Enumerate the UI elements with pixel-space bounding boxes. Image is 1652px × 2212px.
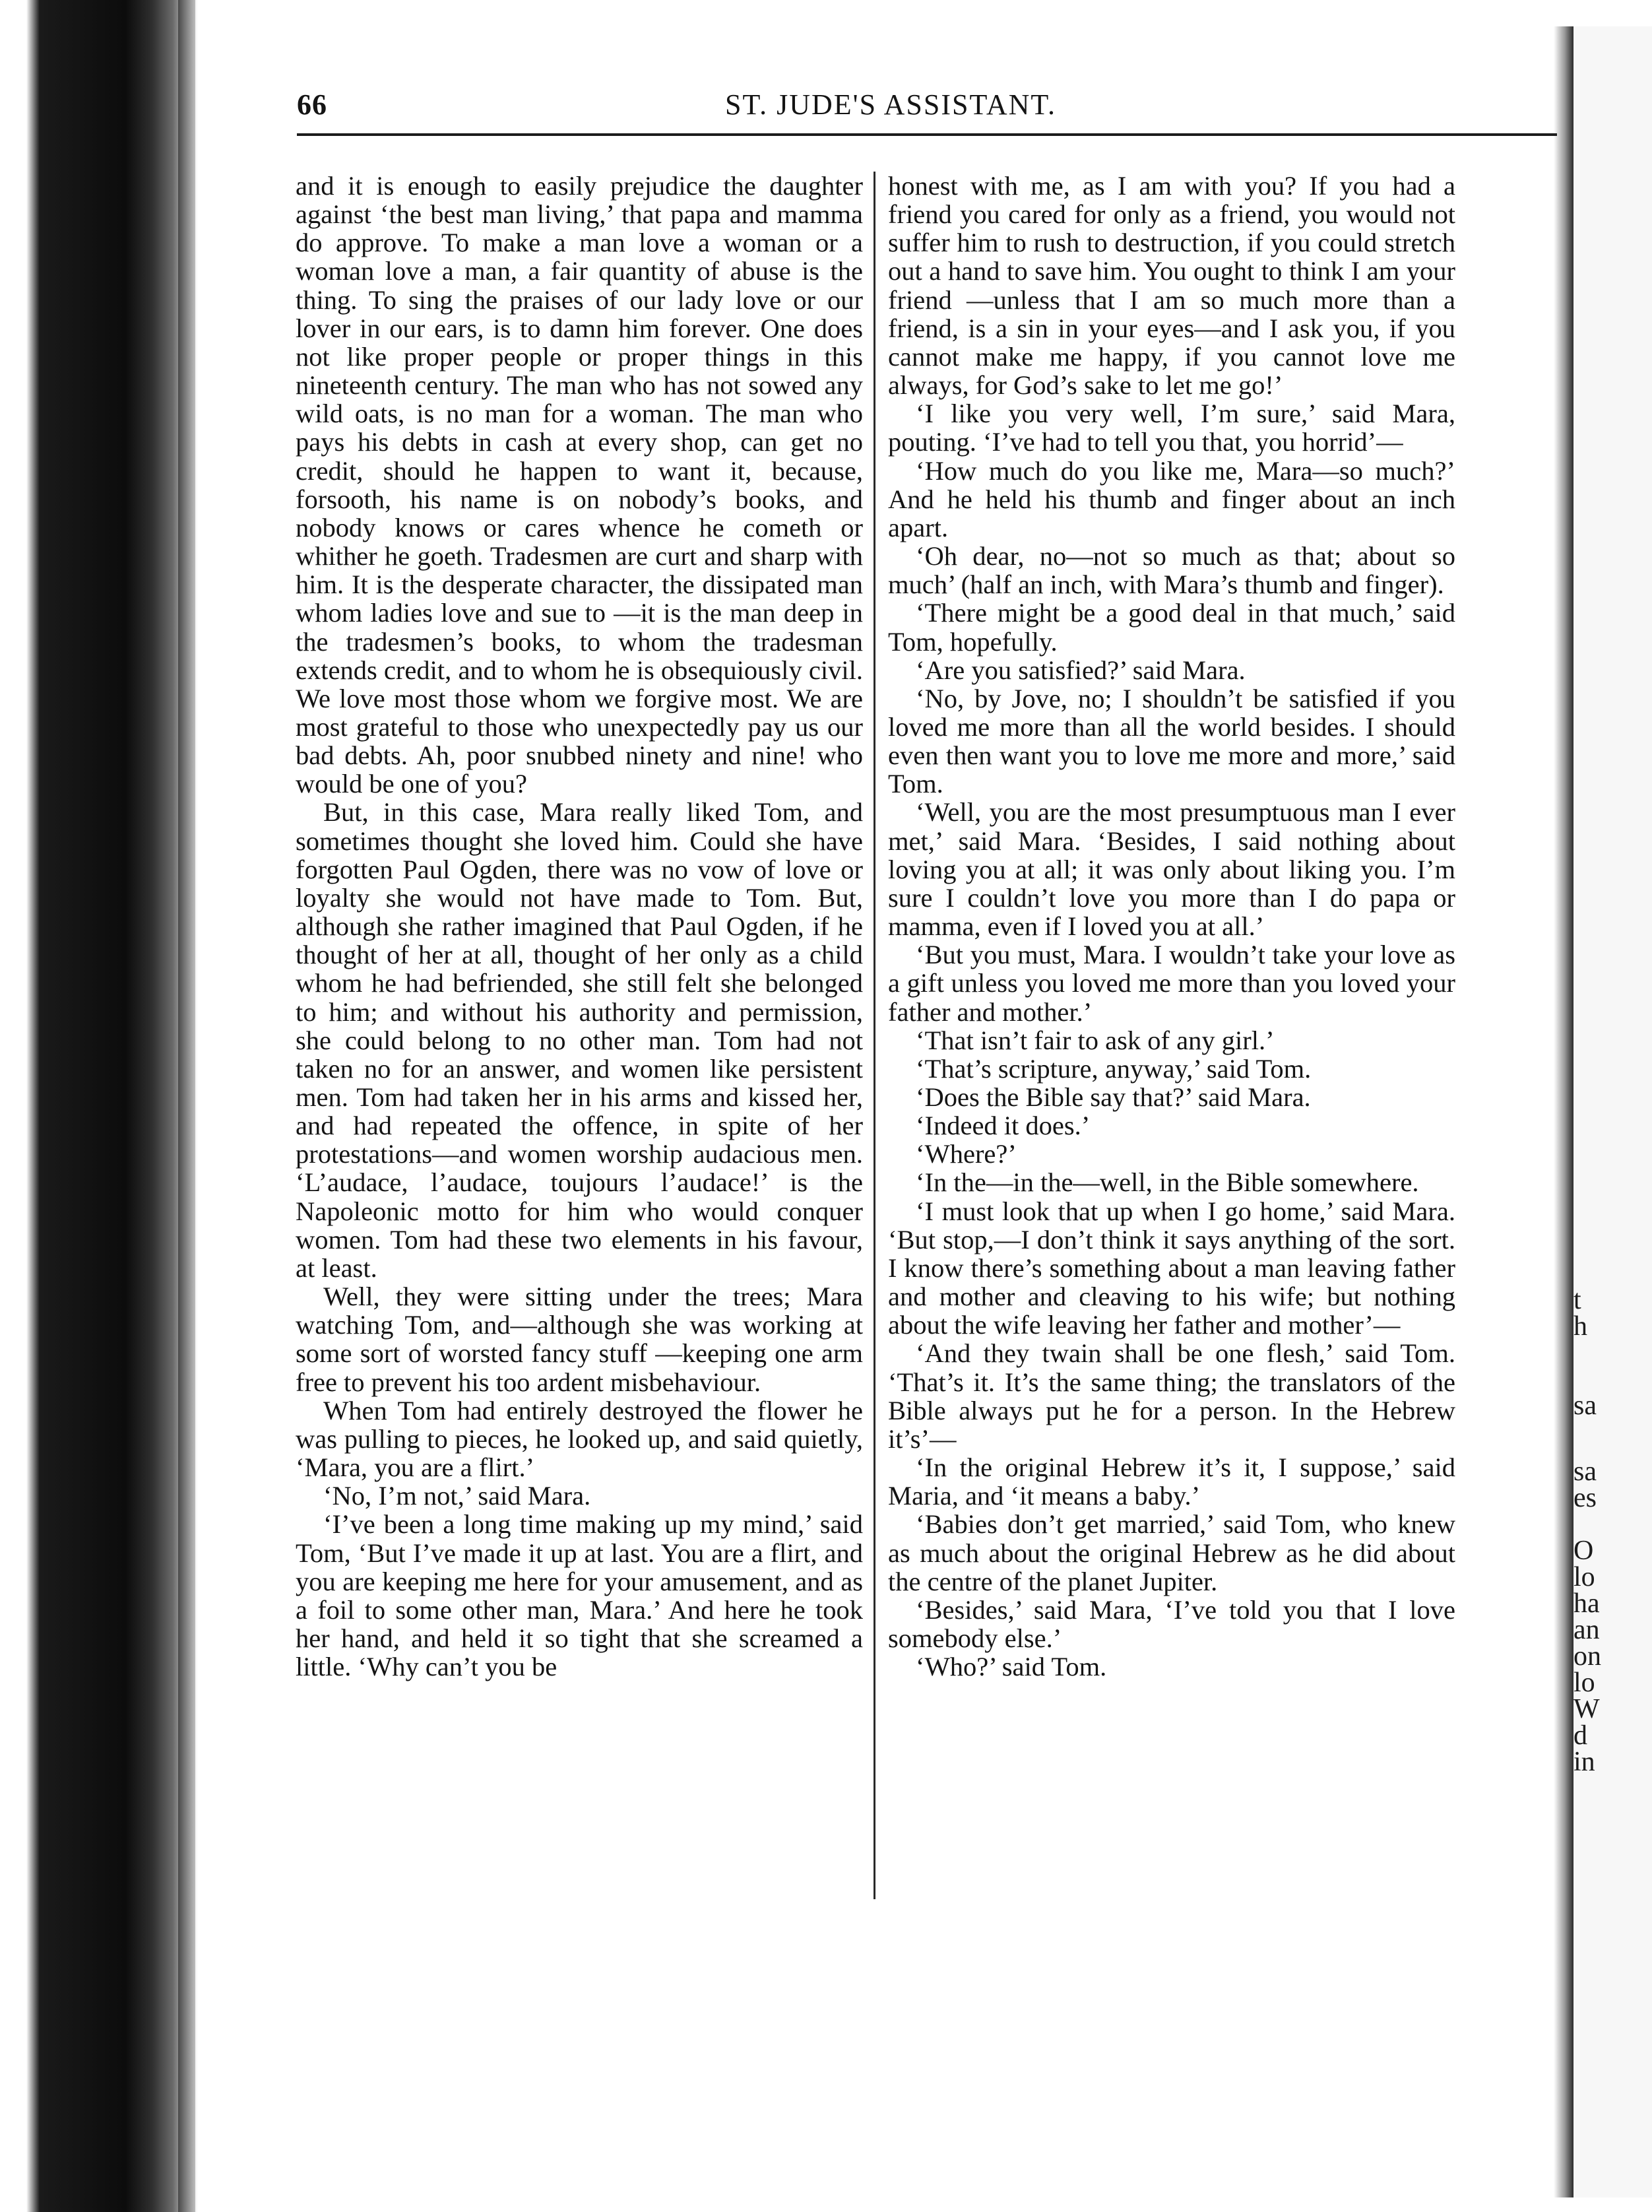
paragraph: ‘And they twain shall be one flesh,’ said Tom. ‘That’s it. It’s the same thing; the translators of the Bible always put he for a person. In the Hebrew it’s’— bbox=[888, 1338, 1455, 1454]
paragraph: ‘Indeed it does.’ bbox=[916, 1111, 1091, 1141]
book-spine-shadow bbox=[0, 0, 198, 2212]
paragraph: ‘How much do you like me, Mara—so much?’ And he held his thumb and finger about an inch apart. bbox=[888, 455, 1455, 542]
facing-fragment: d bbox=[1573, 1722, 1587, 1749]
right-column bbox=[888, 172, 1455, 1681]
paragraph: ‘In the—in the—well, in the Bible somewhere. bbox=[916, 1167, 1419, 1198]
facing-fragment: ha bbox=[1573, 1590, 1600, 1617]
paragraph: ‘That’s scripture, anyway,’ said Tom. bbox=[916, 1053, 1312, 1084]
facing-fragment: es bbox=[1573, 1485, 1597, 1511]
facing-page-edge bbox=[1554, 26, 1573, 2197]
paragraph: ‘In the original Hebrew it’s it, I suppose,’ said Maria, and ‘it means a baby.’ bbox=[888, 1452, 1455, 1511]
paragraph: ‘No, I’m not,’ said Mara. bbox=[323, 1481, 591, 1511]
paragraph: ‘Babies don’t get married,’ said Tom, who knew as much about the original Hebrew as he did about the centre of the planet Jupiter. bbox=[888, 1509, 1455, 1596]
paragraph: When Tom had entirely destroyed the flower he was pulling to pieces, he looked up, and said quietly, ‘Mara, you are a flirt.’ bbox=[296, 1395, 863, 1483]
paragraph: ‘Who?’ said Tom. bbox=[916, 1652, 1107, 1682]
facing-fragment: sa bbox=[1573, 1458, 1597, 1485]
paragraph: ‘Besides,’ said Mara, ‘I’ve told you that I love somebody else.’ bbox=[888, 1594, 1455, 1653]
paragraph: ‘Are you satisfied?’ said Mara. bbox=[916, 655, 1246, 685]
paragraph: ‘Does the Bible say that?’ said Mara. bbox=[916, 1082, 1311, 1112]
facing-fragment: in bbox=[1573, 1749, 1595, 1775]
facing-fragment: on bbox=[1573, 1643, 1601, 1670]
running-title: ST. JUDE'S ASSISTANT. bbox=[725, 88, 1056, 121]
paragraph: ‘But you must, Mara. I wouldn’t take your love as a gift unless you loved me more than you loved your father and mother.’ bbox=[888, 940, 1455, 1027]
paragraph: ‘Where?’ bbox=[916, 1139, 1017, 1169]
page-number: 66 bbox=[297, 88, 327, 121]
facing-fragment: t bbox=[1573, 1287, 1581, 1313]
facing-fragment: lo bbox=[1573, 1670, 1595, 1696]
paragraph: But, in this case, Mara really liked Tom, and sometimes thought she loved him. Could she have forgotten Paul Ogden, there was no vow of love or loyalty she would not have made to Tom. But, although she rather imagined that Paul Ogden, if he thought of her at all, thought of her only as a child whom he had befriended, she still felt she belonged to him; and without his authority and permission, she could belong to no other man. Tom had not taken no for an answer, and women like persistent men. Tom had taken her in his arms and kissed her, and had repeated the offence, in spite of her protestations—and women worship audacious men. ‘L’audace, l’audace, toujours l’audace!’ is the Napoleonic motto for him who would conquer women. Tom had these two elements in his favour, at least. bbox=[296, 797, 863, 1283]
paragraph: ‘I must look that up when I go home,’ said Mara. ‘But stop,—I don’t think it says anything of the sort. I know there’s something about a man leaving father and mother and cleaving to his wife; but nothing about the wife leaving her father and mother’— bbox=[888, 1196, 1455, 1340]
facing-fragment: h bbox=[1573, 1313, 1587, 1340]
paragraph: ‘No, by Jove, no; I shouldn’t be satisfied if you loved me more than all the world besides. I should even then want you to love me more and more,’ said Tom. bbox=[888, 683, 1455, 799]
facing-fragment: W bbox=[1573, 1696, 1600, 1722]
left-column bbox=[296, 172, 863, 1681]
spine-edge bbox=[178, 0, 195, 2212]
column-divider bbox=[874, 172, 875, 1899]
facing-fragment: an bbox=[1573, 1617, 1600, 1643]
paragraph: Well, they were sitting under the trees; Mara watching Tom, and—although she was working at some sort of worsted fancy stuff —keeping one arm free to prevent his too ardent misbehaviour. bbox=[296, 1282, 863, 1397]
paragraph: and it is enough to easily prejudice the daughter against ‘the best man living,’ that papa and mamma do approve. To make a man love a woman or a woman love a man, a fair quantity of abuse is the thing. To sing the praises of our lady love or our lover in our ears, is to damn him forever. One does not like proper people or proper things in this nineteenth century. The man who has not sowed any wild oats, is no man for a woman. The man who pays his debts in cash at every shop, can get no credit, should he happen to want it, because, forsooth, his name is on nobody’s books, and nobody knows or cares whence he cometh or whither he goeth. Tradesmen are curt and sharp with him. It is the desperate character, the dissipated man whom ladies love and sue to —it is the man deep in the tradesmen’s books, to whom the tradesman extends credit, and to whom he is obsequiously civil. We love most those whom we forgive most. We are most grateful to those who unexpectedly pay us our bad debts. Ah, poor snubbed ninety and nine! who would be one of you? bbox=[296, 171, 863, 799]
paragraph: ‘I’ve been a long time making up my mind,’ said Tom, ‘But I’ve made it up at last. You are a flirt, and you are keeping me here for your amusement, and as a foil to some other man, Mara.’ And here he took her hand, and held it so tight that she screamed a little. ‘Why can’t you be bbox=[296, 1509, 863, 1682]
facing-fragment: O bbox=[1573, 1538, 1594, 1564]
paragraph: ‘Well, you are the most presumptuous man I ever met,’ said Mara. ‘Besides, I said nothing about loving you at all; it was only about liking you. I’m sure I couldn’t love you more than I do papa or mamma, even if I loved you at all.’ bbox=[888, 797, 1455, 942]
facing-fragment: sa bbox=[1573, 1392, 1597, 1419]
header-rule bbox=[297, 133, 1557, 136]
paragraph: ‘That isn’t fair to ask of any girl.’ bbox=[916, 1025, 1275, 1055]
facing-page bbox=[1573, 26, 1652, 2197]
paragraph: honest with me, as I am with you? If you had a friend you cared for only as a friend, you would not suffer him to rush to destruction, if you could stretch out a hand to save him. You ought to think I am your friend —unless that I am so much more than a friend, is a sin in your eyes—and I ask you, if you cannot make me happy, if you cannot love me always, for God’s sake to let me go!’ bbox=[888, 171, 1455, 401]
facing-fragment: lo bbox=[1573, 1564, 1595, 1590]
book-page bbox=[198, 18, 1554, 2196]
paragraph: ‘I like you very well, I’m sure,’ said Mara, pouting. ‘I’ve had to tell you that, you horrid’— bbox=[888, 399, 1455, 457]
paragraph: ‘There might be a good deal in that much,’ said Tom, hopefully. bbox=[888, 598, 1455, 657]
paragraph: ‘Oh dear, no—not so much as that; about so much’ (half an inch, with Mara’s thumb and finger). bbox=[888, 541, 1455, 600]
